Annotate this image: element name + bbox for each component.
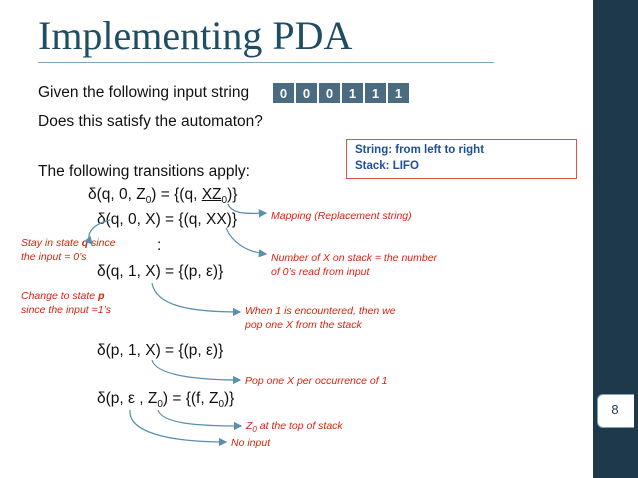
num-line-1: Number of X on stack = the number	[271, 252, 438, 264]
input-string-line: Given the following input string	[38, 84, 250, 101]
stay-text-3: the input = 0’s	[21, 251, 87, 263]
arrow-when	[152, 283, 240, 312]
t5-mid: ) = {(f, Z	[162, 390, 219, 407]
when-line-2: pop one X from the stack	[245, 319, 362, 331]
slide-title: Implementing PDA	[38, 13, 353, 58]
annotation-no-input: No input	[231, 437, 271, 449]
stay-text-1: Stay in state	[21, 237, 79, 249]
stay-text-2: since	[91, 237, 116, 249]
t5-sub1: 0	[157, 399, 163, 411]
t5-post: )}	[224, 390, 235, 407]
z0-label: Z	[246, 420, 253, 432]
transition-3: δ(q, 1, X) = {(p, ε)}	[97, 263, 224, 280]
tape-cell: 1	[365, 83, 386, 103]
z0-sub: 0	[252, 425, 257, 435]
tape-cell: 0	[273, 83, 294, 103]
arrow-stay	[89, 220, 110, 244]
z0-text: at the top of stack	[256, 420, 343, 432]
arrow-pop	[152, 360, 240, 380]
t1-sub: 0	[145, 195, 152, 207]
tape-cell: 1	[388, 83, 409, 103]
note-line-2: Stack: LIFO	[355, 160, 419, 172]
note-line-1: String: from left to right	[355, 144, 485, 156]
change-text-2: since the input =1’s	[21, 304, 111, 316]
t1-post: )}	[227, 186, 238, 203]
stay-state: q	[81, 237, 89, 249]
num-line-2: of 0’s read from input	[271, 266, 370, 278]
transition-4: δ(p, 1, X) = {(p, ε)}	[97, 342, 224, 359]
annotation-pop: Pop one X per occurrence of 1	[245, 375, 388, 387]
change-text-1: Change to state	[21, 290, 96, 302]
t1-mid: ) = {(q,	[151, 186, 202, 203]
t1-u: XZ	[201, 186, 222, 203]
tape-cell: 1	[342, 83, 363, 103]
arrow-z0	[158, 410, 241, 426]
ellipsis: :	[157, 237, 162, 254]
transition-2: δ(q, 0, X) = {(q, XX)}	[97, 211, 238, 228]
change-state: p	[98, 290, 105, 302]
transitions-intro: The following transitions apply:	[38, 163, 250, 180]
question-line: Does this satisfy the automaton?	[38, 113, 263, 130]
page-number: 8	[611, 402, 619, 417]
t5-pre: δ(p, ε , Z	[97, 390, 158, 407]
arrow-mapping	[228, 204, 266, 213]
t5-sub2: 0	[218, 399, 225, 411]
t1-usub: 0	[221, 195, 228, 207]
tape-cell: 0	[296, 83, 317, 103]
tape-cell: 0	[319, 83, 340, 103]
arrow-number	[226, 228, 266, 254]
when-line-1: When 1 is encountered, then we	[245, 305, 396, 317]
annotation-mapping: Mapping (Replacement string)	[271, 210, 412, 222]
t1-pre: δ(q, 0, Z	[88, 186, 146, 203]
